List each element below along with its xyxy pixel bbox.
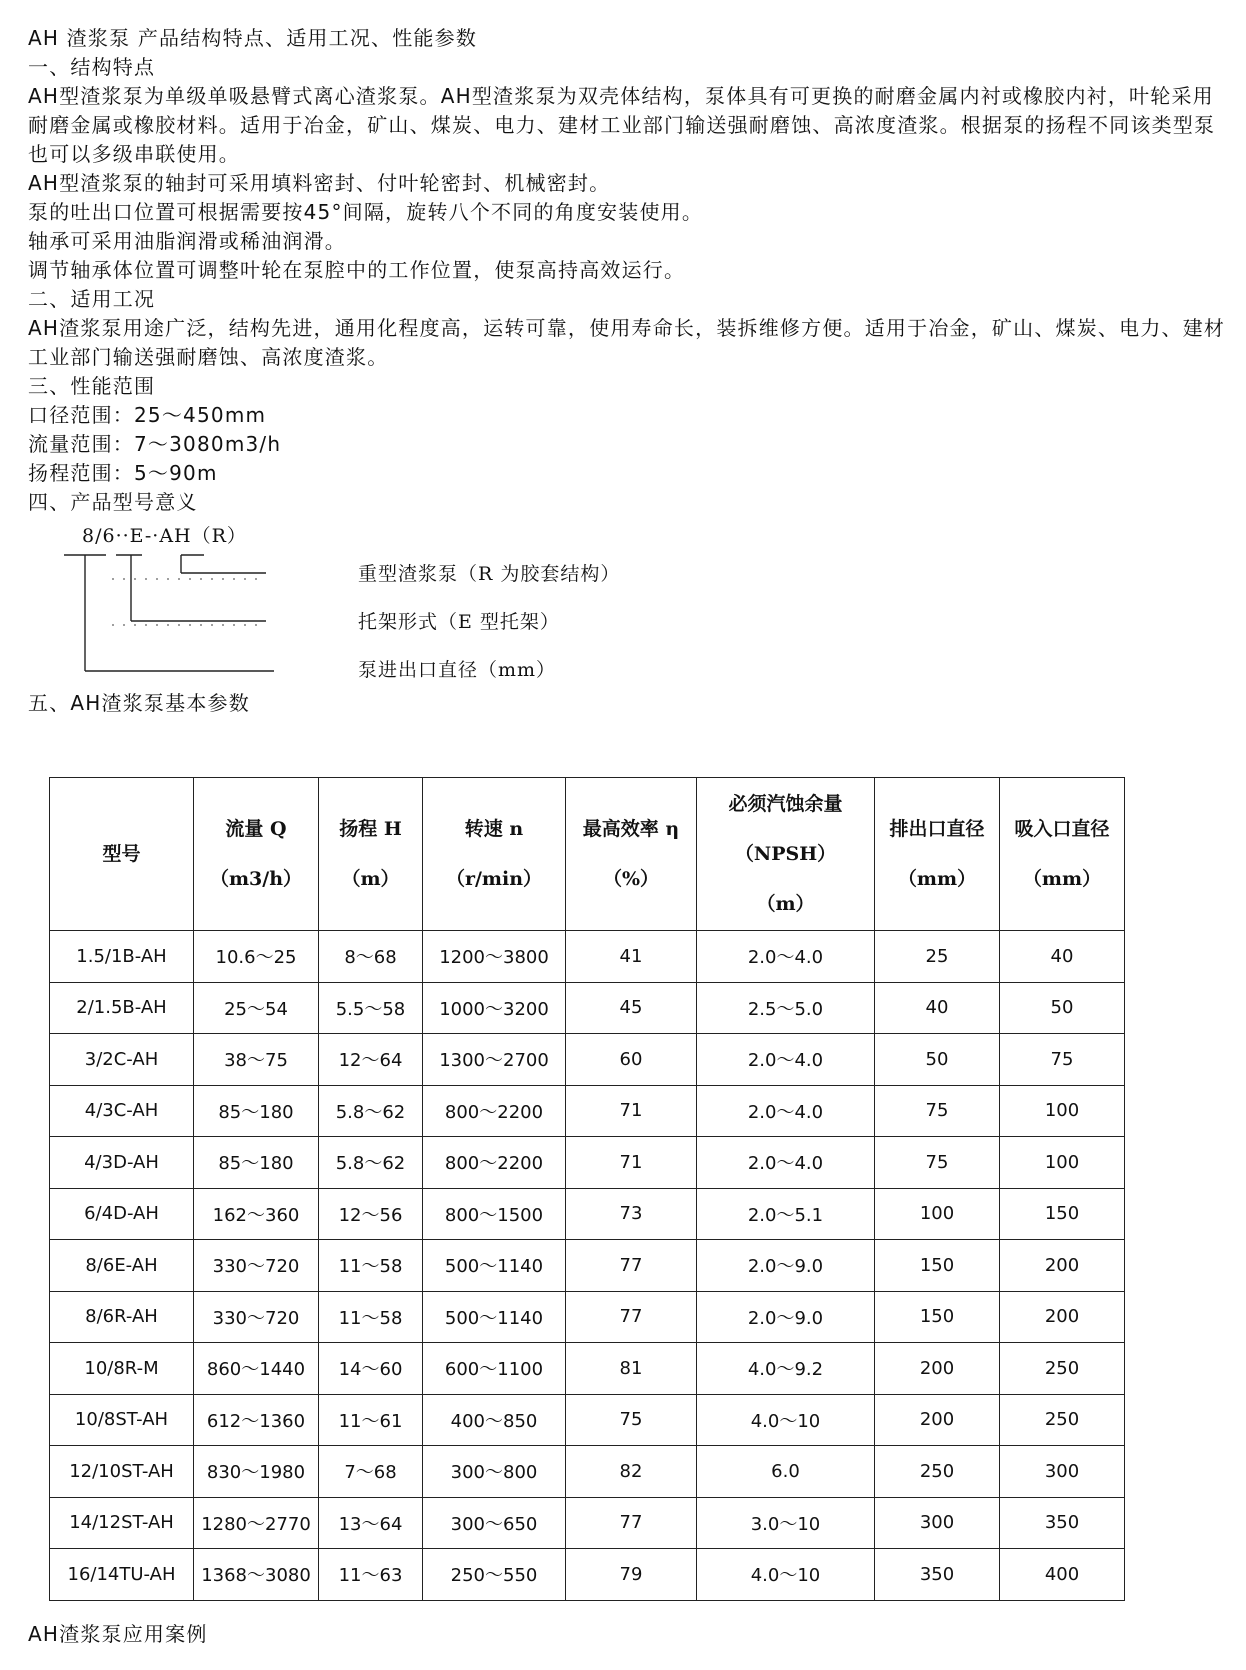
- table-row: [50, 931, 1125, 983]
- conditions-paragraph: AH渣浆泵用途广泛，结构先进，通用化程度高，运转可靠，使用寿命长，装拆维修方便。适用于冶金，矿山、煤炭、电力、建材工业部门输送强耐磨蚀、高浓度渣浆。: [28, 316, 1226, 369]
- table-cell: 10.6～25: [194, 931, 319, 983]
- table-cell: 2.0～5.1: [697, 1188, 875, 1240]
- table-cell: 77: [566, 1497, 697, 1549]
- table-cell: 41: [566, 931, 697, 983]
- table-cell: 10/8R-M: [50, 1343, 194, 1395]
- table-cell: 500～1140: [423, 1240, 566, 1292]
- structure-paragraph-4: 轴承可采用油脂润滑或稀油润滑。: [28, 229, 346, 253]
- table-header-cell: [1000, 778, 1125, 931]
- header-unit: （NPSH）: [734, 843, 837, 865]
- footer-caption: AH渣浆泵应用案例: [28, 1622, 208, 1646]
- document-body: [28, 24, 1228, 718]
- table-cell: 11～58: [319, 1240, 423, 1292]
- range-head: 扬程范围：5～90m: [28, 461, 218, 485]
- table-cell: 100: [1000, 1085, 1125, 1137]
- table-row: [50, 1137, 1125, 1189]
- table-cell: 250: [1000, 1394, 1125, 1446]
- table-cell: 5.5～58: [319, 982, 423, 1034]
- model-label-diameter: 泵进出口直径（mm）: [358, 659, 557, 681]
- table-cell: 77: [566, 1240, 697, 1292]
- table-cell: 250: [875, 1446, 1000, 1498]
- section-heading-range: 三、性能范围: [28, 374, 156, 398]
- table-cell: 5.8～62: [319, 1085, 423, 1137]
- table-cell: 200: [1000, 1291, 1125, 1343]
- table-cell: 71: [566, 1085, 697, 1137]
- table-header-cell: [423, 778, 566, 931]
- table-cell: 4.0～9.2: [697, 1343, 875, 1395]
- table-header-cell: [697, 778, 875, 931]
- table-cell: 2.0～9.0: [697, 1291, 875, 1343]
- table-cell: 300: [1000, 1446, 1125, 1498]
- table-cell: 12～64: [319, 1034, 423, 1086]
- table-cell: 45: [566, 982, 697, 1034]
- model-label-type: 重型渣浆泵（R 为胶套结构）: [358, 563, 621, 585]
- table-cell: 8～68: [319, 931, 423, 983]
- header-name: 扬程 H: [339, 818, 402, 840]
- section-heading-params: 五、AH渣浆泵基本参数: [28, 691, 250, 715]
- table-row: [50, 1085, 1125, 1137]
- table-body: [50, 931, 1125, 1601]
- table-row: [50, 1394, 1125, 1446]
- table-cell: 2.5～5.0: [697, 982, 875, 1034]
- header-name: 必须汽蚀余量: [728, 793, 843, 815]
- table-cell: 200: [875, 1394, 1000, 1446]
- table-cell: 800～1500: [423, 1188, 566, 1240]
- table-cell: 4/3D-AH: [50, 1137, 194, 1189]
- table-cell: 14/12ST-AH: [50, 1497, 194, 1549]
- table-cell: 79: [566, 1549, 697, 1601]
- table-cell: 400: [1000, 1549, 1125, 1601]
- table-cell: 73: [566, 1188, 697, 1240]
- header-name: 排出口直径: [889, 818, 985, 840]
- table-cell: 300～800: [423, 1446, 566, 1498]
- table-cell: 11～61: [319, 1394, 423, 1446]
- table-cell: 162～360: [194, 1188, 319, 1240]
- table-cell: 150: [1000, 1188, 1125, 1240]
- table-cell: 860～1440: [194, 1343, 319, 1395]
- model-meaning-diagram: [28, 517, 928, 707]
- header-unit: （m）: [756, 893, 815, 915]
- table-cell: 75: [1000, 1034, 1125, 1086]
- table-row: [50, 1291, 1125, 1343]
- table-cell: 75: [566, 1394, 697, 1446]
- table-cell: 800～2200: [423, 1137, 566, 1189]
- table-cell: 200: [1000, 1240, 1125, 1292]
- table-cell: 300～650: [423, 1497, 566, 1549]
- table-cell: 800～2200: [423, 1085, 566, 1137]
- table-row: [50, 1034, 1125, 1086]
- table-cell: 8/6E-AH: [50, 1240, 194, 1292]
- table-cell: 77: [566, 1291, 697, 1343]
- table-cell: 4.0～10: [697, 1394, 875, 1446]
- table-cell: 16/14TU-AH: [50, 1549, 194, 1601]
- table-cell: 250: [1000, 1343, 1125, 1395]
- header-name: 流量 Q: [225, 818, 287, 840]
- table-cell: 1368～3080: [194, 1549, 319, 1601]
- table-cell: 13～64: [319, 1497, 423, 1549]
- table-cell: 4.0～10: [697, 1549, 875, 1601]
- table-cell: 25～54: [194, 982, 319, 1034]
- table-row: [50, 1446, 1125, 1498]
- table-cell: 3.0～10: [697, 1497, 875, 1549]
- header-unit: （%）: [602, 868, 660, 890]
- table-cell: 3/2C-AH: [50, 1034, 194, 1086]
- header-name: 吸入口直径: [1014, 818, 1110, 840]
- header-unit: （mm）: [1022, 868, 1102, 890]
- header-name: 型号: [102, 843, 141, 865]
- table-cell: 85～180: [194, 1085, 319, 1137]
- table-cell: 1280～2770: [194, 1497, 319, 1549]
- table-header-row: [50, 778, 1125, 931]
- header-name: 转速 n: [464, 818, 524, 840]
- table-cell: 350: [1000, 1497, 1125, 1549]
- table-cell: 8/6R-AH: [50, 1291, 194, 1343]
- table-cell: 10/8ST-AH: [50, 1394, 194, 1446]
- header-unit: （m）: [341, 868, 400, 890]
- table-cell: 75: [875, 1137, 1000, 1189]
- table-cell: 40: [1000, 931, 1125, 983]
- table-header-cell: [50, 778, 194, 931]
- table-cell: 200: [875, 1343, 1000, 1395]
- table-cell: 50: [1000, 982, 1125, 1034]
- table-cell: 14～60: [319, 1343, 423, 1395]
- params-table: [49, 777, 1125, 1601]
- table-row: [50, 1343, 1125, 1395]
- table-cell: 1300～2700: [423, 1034, 566, 1086]
- table-cell: 60: [566, 1034, 697, 1086]
- model-code: 8/6··E-·AH（R）: [82, 525, 247, 547]
- table-cell: 40: [875, 982, 1000, 1034]
- table-cell: 71: [566, 1137, 697, 1189]
- params-table-wrapper: [49, 777, 1125, 1601]
- table-header-cell: [875, 778, 1000, 931]
- table-cell: 12～56: [319, 1188, 423, 1240]
- structure-paragraph-5: 调节轴承体位置可调整叶轮在泵腔中的工作位置，使泵高持高效运行。: [28, 258, 686, 282]
- table-cell: 6.0: [697, 1446, 875, 1498]
- table-cell: 12/10ST-AH: [50, 1446, 194, 1498]
- table-row: [50, 982, 1125, 1034]
- table-cell: 830～1980: [194, 1446, 319, 1498]
- table-cell: 330～720: [194, 1240, 319, 1292]
- table-header-cell: [319, 778, 423, 931]
- table-cell: 2.0～4.0: [697, 931, 875, 983]
- table-cell: 85～180: [194, 1137, 319, 1189]
- section-heading-structure: 一、结构特点: [28, 55, 156, 79]
- table-cell: 1200～3800: [423, 931, 566, 983]
- table-cell: 100: [875, 1188, 1000, 1240]
- table-cell: 600～1100: [423, 1343, 566, 1395]
- structure-paragraph-1: AH型渣浆泵为单级单吸悬臂式离心渣浆泵。AH型渣浆泵为双壳体结构，泵体具有可更换的耐磨金属内衬或橡胶内衬，叶轮采用耐磨金属或橡胶材料。适用于冶金，矿山、煤炭、电力、建材工业部门输送强耐磨蚀、高浓度渣浆。根据泵的扬程不同该类型泵也可以多级串联使用。: [28, 84, 1216, 166]
- table-cell: 2/1.5B-AH: [50, 982, 194, 1034]
- table-cell: 150: [875, 1240, 1000, 1292]
- section-heading-conditions: 二、适用工况: [28, 287, 156, 311]
- table-cell: 81: [566, 1343, 697, 1395]
- table-cell: 150: [875, 1291, 1000, 1343]
- table-header-cell: [566, 778, 697, 931]
- table-cell: 2.0～4.0: [697, 1085, 875, 1137]
- table-row: [50, 1240, 1125, 1292]
- table-cell: 2.0～9.0: [697, 1240, 875, 1292]
- table-cell: 75: [875, 1085, 1000, 1137]
- table-cell: 4/3C-AH: [50, 1085, 194, 1137]
- table-cell: 300: [875, 1497, 1000, 1549]
- header-unit: （m3/h）: [209, 868, 303, 890]
- table-cell: 1000～3200: [423, 982, 566, 1034]
- table-cell: 330～720: [194, 1291, 319, 1343]
- table-row: [50, 1549, 1125, 1601]
- table-cell: 350: [875, 1549, 1000, 1601]
- table-row: [50, 1188, 1125, 1240]
- table-cell: 50: [875, 1034, 1000, 1086]
- table-cell: 11～63: [319, 1549, 423, 1601]
- table-cell: 38～75: [194, 1034, 319, 1086]
- table-cell: 82: [566, 1446, 697, 1498]
- range-flow: 流量范围：7～3080m3/h: [28, 432, 282, 456]
- model-label-frame: 托架形式（E 型托架）: [358, 611, 560, 633]
- header-unit: （mm）: [897, 868, 977, 890]
- range-diameter: 口径范围：25～450mm: [28, 403, 267, 427]
- header-name: 最高效率 η: [582, 818, 680, 840]
- header-unit: （r/min）: [445, 868, 543, 890]
- section-heading-model: 四、产品型号意义: [28, 490, 198, 514]
- table-header-cell: [194, 778, 319, 931]
- table-cell: 6/4D-AH: [50, 1188, 194, 1240]
- table-cell: 612～1360: [194, 1394, 319, 1446]
- table-cell: 25: [875, 931, 1000, 983]
- table-cell: 100: [1000, 1137, 1125, 1189]
- table-cell: 400～850: [423, 1394, 566, 1446]
- structure-paragraph-3: 泵的吐出口位置可根据需要按45°间隔，旋转八个不同的角度安装使用。: [28, 200, 704, 224]
- table-cell: 11～58: [319, 1291, 423, 1343]
- table-cell: 2.0～4.0: [697, 1137, 875, 1189]
- table-cell: 2.0～4.0: [697, 1034, 875, 1086]
- table-row: [50, 1497, 1125, 1549]
- table-cell: 250～550: [423, 1549, 566, 1601]
- table-cell: 5.8～62: [319, 1137, 423, 1189]
- table-cell: 1.5/1B-AH: [50, 931, 194, 983]
- table-cell: 7～68: [319, 1446, 423, 1498]
- structure-paragraph-2: AH型渣浆泵的轴封可采用填料密封、付叶轮密封、机械密封。: [28, 171, 611, 195]
- table-cell: 500～1140: [423, 1291, 566, 1343]
- page-title: AH 渣浆泵 产品结构特点、适用工况、性能参数: [28, 26, 478, 50]
